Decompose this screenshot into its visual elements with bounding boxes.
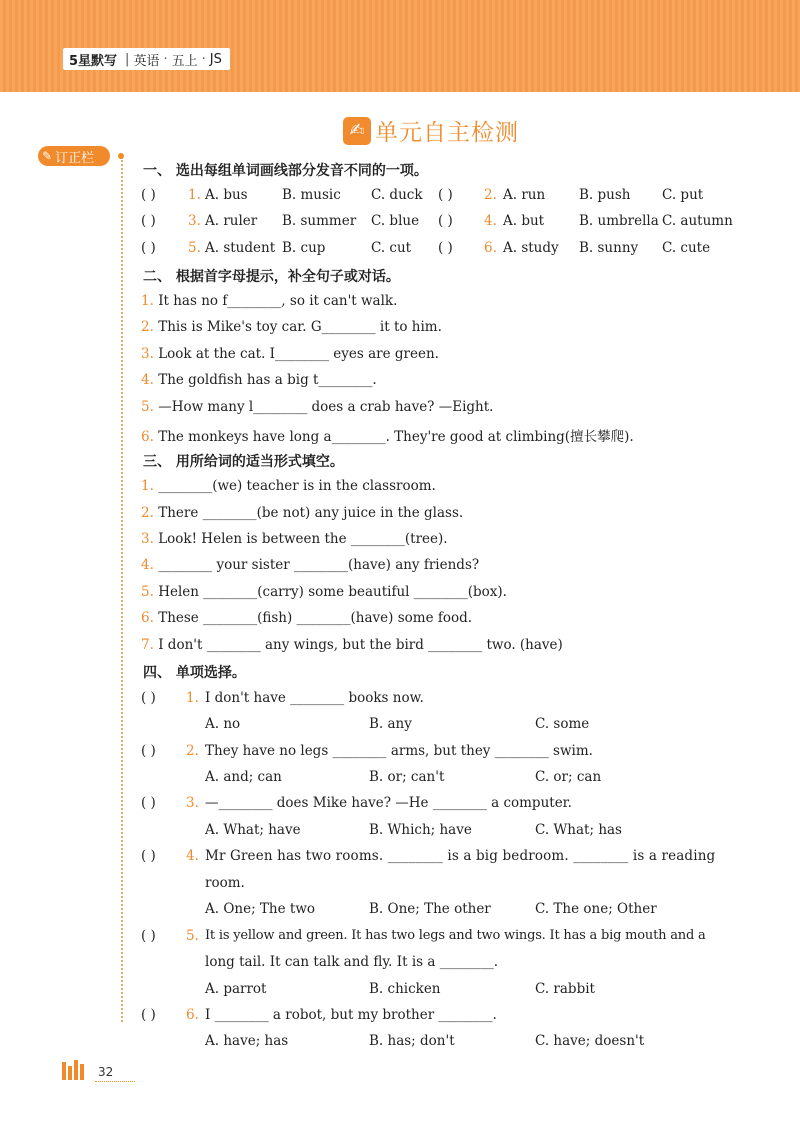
writing-icon: ✍	[343, 117, 371, 145]
answer-blank[interactable]: ( )	[141, 240, 156, 256]
list-item: 5. —How many l________ does a crab have? —Eight.	[141, 399, 494, 415]
answer-blank[interactable]: ( )	[141, 928, 156, 944]
list-item: 1. It has no f________, so it can't walk.	[141, 293, 398, 309]
section-2-heading: 二、 根据首字母提示，补全句子或对话。	[143, 269, 400, 285]
list-item: 3. Look! Helen is between the ________(tree).	[141, 531, 448, 547]
books-icon	[62, 1060, 84, 1080]
correction-divider	[121, 157, 123, 1022]
section-3-heading: 三、 用所给词的适当形式填空。	[143, 454, 344, 470]
list-item: 5. Helen ________(carry) some beautiful ________(box).	[141, 584, 507, 600]
list-item: 7. I don't ________ any wings, but the bird ________ two. (have)	[141, 637, 563, 653]
grade: 五上	[171, 53, 198, 69]
list-item: 4. ________ your sister ________(have) any friends?	[141, 557, 480, 573]
correction-column-label: ✎ 订正栏	[38, 146, 110, 166]
answer-blank[interactable]: ( )	[141, 848, 156, 864]
page-number: 32	[98, 1065, 114, 1079]
answer-blank[interactable]: ( )	[438, 187, 453, 203]
edition: JS	[209, 51, 222, 67]
answer-blank[interactable]: ( )	[141, 187, 156, 203]
page-title: ✍ 单元自主检测	[343, 114, 519, 147]
series-name: 5星默写	[69, 53, 118, 69]
answer-blank[interactable]: ( )	[438, 213, 453, 229]
list-item: 1. ________(we) teacher is in the classroom.	[141, 478, 436, 494]
list-item: 6. The monkeys have long a________. They're good at climbing(擅长攀爬).	[141, 429, 634, 445]
list-item: 2. There ________(be not) any juice in the glass.	[141, 505, 464, 521]
subject: 英语	[133, 53, 160, 69]
answer-blank[interactable]: ( )	[141, 690, 156, 706]
section-4-heading: 四、 单项选择。	[143, 665, 246, 681]
answer-blank[interactable]: ( )	[141, 795, 156, 811]
list-item: 4. The goldfish has a big t________.	[141, 372, 377, 388]
page-header-band	[0, 0, 800, 92]
list-item: 2. This is Mike's toy car. G________ it to him.	[141, 319, 442, 335]
list-item: 6. These ________(fish) ________(have) some food.	[141, 610, 473, 626]
pencil-icon: ✎	[42, 149, 53, 163]
footer-divider	[95, 1081, 135, 1082]
answer-blank[interactable]: ( )	[141, 743, 156, 759]
list-item: 3. Look at the cat. I________ eyes are green.	[141, 346, 439, 362]
answer-blank[interactable]: ( )	[438, 240, 453, 256]
section-1-heading: 一、 选出每组单词画线部分发音不同的一项。	[143, 163, 428, 179]
answer-blank[interactable]: ( )	[141, 213, 156, 229]
series-label: 5星默写 | 英语 · 五上 · JS	[63, 48, 230, 70]
answer-blank[interactable]: ( )	[141, 1007, 156, 1023]
